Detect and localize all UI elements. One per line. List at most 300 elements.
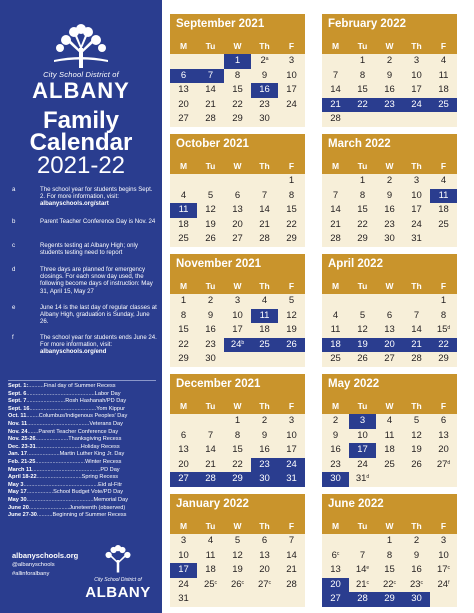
day-cell: 24: [411, 98, 422, 110]
day-note-marker: c: [393, 579, 397, 586]
day-cell: 4: [440, 175, 447, 186]
weekday-label: Tu: [205, 281, 216, 291]
weekday-label: M: [331, 521, 340, 531]
day-cell: 18: [178, 218, 189, 230]
day-cell: 8: [359, 69, 366, 81]
day-cell: 3: [288, 415, 295, 426]
day-cell: 22$^c$: [382, 578, 397, 590]
weekday-label: Tu: [205, 161, 216, 171]
month-header: [170, 134, 305, 174]
holiday-item: Sept. 6............................................Labor Day: [8, 390, 121, 397]
holiday-item: June 20..........................Juneteenth (observed): [8, 504, 126, 511]
day-note-marker: c: [366, 579, 370, 586]
day-cell: 11: [330, 324, 341, 336]
day-cell: 29: [178, 353, 189, 365]
day-cell: 24: [286, 98, 297, 110]
day-cell: 11: [438, 69, 449, 81]
day-cell: 31: [178, 593, 189, 605]
day-cell: 28: [205, 473, 216, 485]
month-header: [322, 374, 457, 414]
day-note-marker: c: [214, 579, 218, 586]
day-cell: 21: [205, 458, 216, 470]
day-cell: 7: [207, 429, 214, 441]
weekday-label: Tu: [357, 401, 368, 411]
day-cell: 5: [359, 309, 366, 321]
holiday-item: June 27-30..........Beginning of Summer Recess: [8, 512, 127, 519]
day-cell: 23: [259, 458, 270, 470]
day-cell: 9: [386, 69, 393, 81]
day-cell: 10: [178, 549, 189, 561]
day-cell: 13: [178, 444, 189, 456]
day-cell: 26: [205, 233, 216, 245]
day-cell: 10: [411, 69, 422, 81]
month-title: May 2022: [328, 378, 380, 390]
day-cell: 9: [261, 429, 268, 441]
day-cell: 29: [438, 353, 449, 365]
day-cell: 11: [259, 309, 270, 321]
day-cell: 10: [286, 69, 297, 81]
day-note-marker: a: [265, 56, 269, 62]
weekday-label: Tu: [205, 401, 216, 411]
weekday-label: Th: [259, 521, 270, 531]
month-days-grid: [322, 294, 457, 367]
day-cell: 1: [234, 55, 241, 66]
day-cell: 23$^c$: [409, 578, 424, 590]
day-cell: 21: [330, 218, 341, 230]
day-cell: 1: [359, 175, 366, 186]
day-cell: 24: [286, 458, 297, 470]
day-cell: 27: [232, 233, 243, 245]
day-cell: 5: [207, 189, 214, 201]
day-cell: 11: [438, 189, 449, 201]
weekday-label: Tu: [357, 281, 368, 291]
holiday-item: Jan. 17.....................Martin Luther King Jr. Day: [8, 451, 125, 458]
tree-icon: [46, 24, 116, 72]
note-letter: f: [12, 334, 14, 341]
district-name: ALBANY: [32, 78, 130, 103]
weekday-label: W: [385, 401, 394, 411]
weekday-label: M: [179, 41, 188, 51]
month-calendar: [322, 134, 457, 247]
weekday-label: W: [385, 41, 394, 51]
day-cell: 6: [180, 429, 187, 441]
day-cell: 15: [232, 444, 243, 456]
day-cell: 27: [384, 353, 395, 365]
day-cell: 15: [232, 84, 243, 96]
weekday-label: W: [233, 521, 242, 531]
day-cell: 27: [178, 113, 189, 125]
month-calendar: [322, 374, 457, 487]
day-note-marker: d: [366, 474, 370, 481]
day-cell: 25: [259, 338, 270, 350]
weekday-label: Th: [411, 161, 422, 171]
day-cell: 7: [261, 189, 268, 201]
weekday-label: Tu: [357, 41, 368, 51]
day-cell: 18: [438, 84, 449, 96]
day-cell: 16: [259, 84, 270, 96]
day-cell: 31: [286, 473, 297, 485]
month-days-grid: [322, 534, 457, 607]
day-cell: 14: [205, 84, 216, 96]
day-cell: 21: [205, 98, 216, 110]
footer-hashtag: #allinforalbany: [12, 571, 50, 577]
day-cell: 27: [330, 593, 341, 605]
day-cell: 31: [411, 233, 422, 245]
day-cell: 26: [411, 458, 422, 470]
day-cell: 24: [411, 218, 422, 230]
holiday-item: March 11............................................PD Day: [8, 466, 120, 473]
month-days-grid: [170, 174, 305, 247]
month-header: [170, 14, 305, 54]
day-cell: 4: [180, 189, 187, 201]
day-cell: 26$^c$: [230, 578, 245, 590]
note-letter: d: [12, 266, 16, 273]
day-cell: 29: [357, 233, 368, 245]
day-cell: 8: [234, 429, 241, 441]
day-cell: 27$^d$: [436, 458, 451, 470]
weekday-label: M: [331, 41, 340, 51]
day-note-marker: f: [448, 579, 450, 586]
day-cell: 22: [232, 98, 243, 110]
day-cell: 6: [261, 535, 268, 546]
day-cell: 31$^d$: [355, 473, 370, 485]
day-cell: 20: [178, 98, 189, 110]
note-link[interactable]: albanyschools.org/start: [40, 200, 109, 208]
weekday-label: Th: [411, 521, 422, 531]
day-cell: 16: [330, 444, 341, 456]
day-cell: 2: [261, 415, 268, 426]
day-cell: 21: [286, 564, 297, 576]
weekday-label: Th: [411, 41, 422, 51]
day-cell: 6: [234, 189, 241, 201]
month-title: March 2022: [328, 138, 391, 150]
day-cell: 9: [207, 309, 214, 321]
day-cell: 28: [259, 233, 270, 245]
note-text: June 14 is the last day of regular classes at Albany High, graduation is Sunday, June 26.: [40, 304, 157, 326]
day-cell: 16: [384, 204, 395, 216]
day-cell: 4: [207, 535, 214, 546]
note-text: Regents testing at Albany High; only students testing need to report: [40, 242, 138, 257]
day-note-marker: c: [336, 550, 340, 557]
day-cell: 23: [384, 98, 395, 110]
weekday-label: Th: [411, 281, 422, 291]
day-cell: 25: [438, 98, 449, 110]
day-cell: 20: [330, 578, 341, 590]
holiday-item: May 30...........................................Memorial Day: [8, 496, 129, 503]
day-cell: 30: [205, 353, 216, 365]
day-cell: 22: [438, 338, 449, 350]
day-cell: 11: [384, 429, 395, 441]
month-title: December 2021: [176, 378, 261, 390]
day-cell: 5: [413, 415, 420, 426]
month-title: September 2021: [176, 18, 265, 30]
day-cell: 15: [178, 324, 189, 336]
weekday-label: Tu: [205, 41, 216, 51]
day-cell: 6: [440, 415, 447, 426]
month-title: January 2022: [176, 498, 249, 510]
weekday-label: F: [288, 521, 295, 531]
weekday-label: W: [233, 401, 242, 411]
weekday-label: Th: [259, 161, 270, 171]
weekday-label: F: [440, 41, 447, 51]
day-cell: 9: [332, 429, 339, 441]
day-cell: 28: [205, 113, 216, 125]
weekday-label: M: [179, 161, 188, 171]
day-cell: 21: [411, 338, 422, 350]
day-cell: 23: [259, 98, 270, 110]
day-cell: 7: [288, 535, 295, 546]
month-days-grid: [322, 174, 457, 247]
day-cell: 25: [384, 458, 395, 470]
day-cell: 7: [332, 69, 339, 81]
month-calendar: [170, 374, 305, 487]
day-cell: 11: [205, 549, 216, 561]
weekday-label: Tu: [205, 521, 216, 531]
weekday-label: M: [179, 401, 188, 411]
day-cell: 22: [357, 98, 368, 110]
month-calendar: [170, 494, 305, 607]
holiday-item: Nov. 24.......Parent Teacher Conference Day: [8, 428, 119, 435]
day-cell: 12: [232, 549, 243, 561]
day-cell: 2: [386, 55, 393, 66]
note-letter: b: [12, 218, 16, 225]
day-cell: 17: [357, 444, 368, 456]
day-cell: 14: [330, 84, 341, 96]
day-cell: 30: [411, 593, 422, 605]
weekday-label: F: [440, 161, 447, 171]
month-days-grid: [170, 294, 305, 367]
day-cell: 2$^a$: [260, 55, 269, 66]
day-cell: 27: [178, 473, 189, 485]
day-cell: 12: [411, 429, 422, 441]
day-cell: 16: [411, 564, 422, 576]
day-cell: 16: [259, 444, 270, 456]
day-cell: 2: [386, 175, 393, 186]
day-cell: 24: [178, 578, 189, 590]
day-cell: 17: [411, 84, 422, 96]
weekday-label: W: [385, 281, 394, 291]
day-cell: 8: [359, 189, 366, 201]
weekday-label: M: [179, 521, 188, 531]
day-cell: 25$^c$: [203, 578, 218, 590]
day-cell: 3: [413, 55, 420, 66]
day-cell: 18: [205, 564, 216, 576]
day-cell: 14: [259, 204, 270, 216]
day-cell: 13: [384, 324, 395, 336]
district-label: City School District of: [43, 70, 119, 79]
day-cell: 29: [232, 113, 243, 125]
weekday-label: F: [288, 41, 295, 51]
day-cell: 23: [384, 218, 395, 230]
month-title: June 2022: [328, 498, 384, 510]
day-cell: 29: [286, 233, 297, 245]
day-cell: 16: [205, 324, 216, 336]
day-cell: 21: [330, 98, 341, 110]
weekday-label: M: [331, 161, 340, 171]
day-cell: 22: [232, 458, 243, 470]
weekday-label: Th: [259, 41, 270, 51]
day-cell: 13: [438, 429, 449, 441]
month-header: [170, 254, 305, 294]
month-title: October 2021: [176, 138, 249, 150]
day-cell: 29: [232, 473, 243, 485]
day-cell: 13: [330, 564, 341, 576]
month-header: [322, 494, 457, 534]
day-cell: 6: [386, 309, 393, 321]
day-cell: 4: [332, 309, 339, 321]
day-cell: 30: [259, 113, 270, 125]
day-cell: 28: [330, 113, 341, 125]
holiday-item: Nov. 11........................................Veterans Day: [8, 420, 123, 427]
day-cell: 15: [384, 564, 395, 576]
day-cell: 7: [207, 69, 214, 81]
day-cell: 20: [178, 458, 189, 470]
weekday-label: F: [440, 401, 447, 411]
day-cell: 7: [413, 309, 420, 321]
day-cell: 30: [330, 473, 341, 485]
day-note-marker: c: [268, 579, 272, 586]
weekday-label: F: [440, 521, 447, 531]
note-text: Parent Teacher Conference Day is Nov. 24: [40, 218, 156, 225]
day-note-marker: c: [447, 565, 451, 572]
holiday-item: May 3................................................Eid al-Fitr: [8, 481, 123, 488]
day-cell: 10: [357, 429, 368, 441]
day-cell: 15$^d$: [436, 324, 451, 336]
day-cell: 28: [286, 578, 297, 590]
month-calendar: [322, 254, 457, 367]
day-cell: 10: [438, 549, 449, 561]
day-cell: 19: [232, 564, 243, 576]
weekday-label: W: [385, 521, 394, 531]
note-text: The school year for students ends June 24. For more information, visit:: [40, 334, 157, 349]
day-cell: 8: [180, 309, 187, 321]
day-note-marker: c: [420, 579, 424, 586]
day-cell: 14: [205, 444, 216, 456]
day-cell: 14: [330, 204, 341, 216]
day-cell: 20: [438, 444, 449, 456]
day-cell: 21$^c$: [355, 578, 370, 590]
day-note-marker: b: [241, 339, 245, 346]
day-cell: 11: [178, 204, 189, 216]
day-cell: 18: [384, 444, 395, 456]
weekday-label: Tu: [357, 161, 368, 171]
day-note-marker: d: [447, 325, 451, 332]
day-cell: 3: [359, 415, 366, 426]
month-days-grid: [170, 414, 305, 487]
day-cell: 14e: [355, 564, 370, 576]
day-cell: 25: [330, 353, 341, 365]
footer-district-name: ALBANY: [85, 584, 151, 601]
day-cell: 20: [259, 564, 270, 576]
month-title: November 2021: [176, 258, 262, 270]
day-cell: 30: [259, 473, 270, 485]
day-cell: 8: [386, 549, 393, 561]
month-header: [322, 14, 457, 54]
month-title: February 2022: [328, 18, 406, 30]
day-cell: 24: [357, 458, 368, 470]
day-cell: 24$^b$: [230, 338, 245, 350]
day-cell: 17$^c$: [436, 564, 451, 576]
holiday-item: Dec. 23-31.............................Holiday Recess: [8, 443, 120, 450]
day-cell: 1: [234, 415, 241, 426]
note-link[interactable]: albanyschools.org/end: [40, 348, 107, 356]
day-cell: 28: [357, 593, 368, 605]
month-calendar: [170, 134, 305, 247]
footer-website-link[interactable]: albanyschools.org: [12, 551, 79, 560]
day-cell: 3: [413, 175, 420, 186]
day-cell: 25: [438, 218, 449, 230]
holiday-item: April 18-22.............................Spring Recess: [8, 474, 119, 481]
month-header: [170, 374, 305, 414]
month-calendar: [170, 254, 305, 367]
note-letter: a: [12, 186, 16, 193]
day-cell: 13: [259, 549, 270, 561]
day-cell: 1: [440, 295, 447, 306]
day-cell: 7: [359, 549, 366, 561]
day-cell: 29: [384, 593, 395, 605]
weekday-label: W: [385, 161, 394, 171]
day-cell: 24$^f$: [437, 578, 450, 590]
weekday-label: M: [179, 281, 188, 291]
day-cell: 3: [288, 55, 295, 66]
day-cell: 17: [286, 84, 297, 96]
month-days-grid: [170, 54, 305, 127]
month-calendar: [170, 14, 305, 127]
sidebar: [0, 0, 162, 613]
weekday-label: M: [331, 281, 340, 291]
note-text: The school year for students begins Sept. 2. For more information, visit:: [40, 186, 153, 201]
day-cell: 3: [440, 535, 447, 546]
month-days-grid: [322, 54, 457, 127]
day-cell: 5: [234, 535, 241, 546]
day-cell: 19: [205, 218, 216, 230]
day-cell: 23: [330, 458, 341, 470]
day-cell: 27$^c$: [257, 578, 272, 590]
day-cell: 2: [332, 415, 339, 426]
day-cell: 17: [232, 324, 243, 336]
footer-social-handle: @albanyschools: [12, 562, 55, 568]
page-title: [0, 107, 162, 179]
note-letter: c: [12, 242, 16, 249]
holiday-item: May 17.................School Budget Vote/PD Day: [8, 489, 124, 496]
day-cell: 19: [411, 444, 422, 456]
day-cell: 6$^c$: [331, 549, 340, 561]
day-cell: 20: [232, 218, 243, 230]
day-cell: 1: [386, 535, 393, 546]
day-cell: 26: [357, 353, 368, 365]
day-cell: 1: [359, 55, 366, 66]
day-cell: 12: [286, 309, 297, 321]
footer: [0, 545, 162, 613]
month-calendar: [322, 494, 457, 607]
weekday-label: W: [233, 281, 242, 291]
day-cell: 4: [440, 55, 447, 66]
day-cell: 8: [234, 69, 241, 81]
day-cell: 3: [180, 535, 187, 546]
day-cell: 3: [234, 295, 241, 306]
month-days-grid: [170, 534, 305, 607]
day-cell: 14: [286, 549, 297, 561]
day-cell: 21: [259, 218, 270, 230]
weekday-label: W: [233, 41, 242, 51]
day-cell: 2: [413, 535, 420, 546]
day-cell: 10: [286, 429, 297, 441]
day-cell: 15: [357, 84, 368, 96]
day-cell: 12: [357, 324, 368, 336]
day-cell: 28: [411, 353, 422, 365]
day-cell: 8: [288, 189, 295, 201]
day-cell: 1: [288, 175, 295, 186]
